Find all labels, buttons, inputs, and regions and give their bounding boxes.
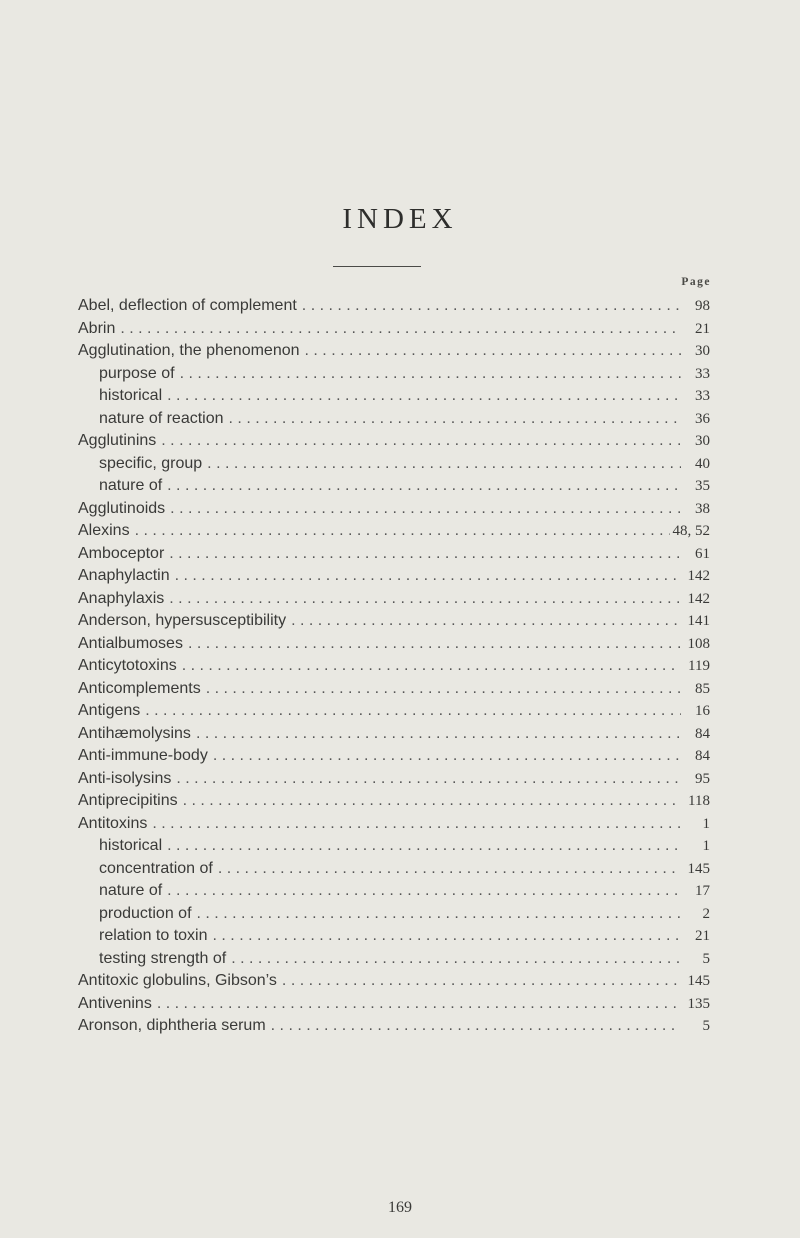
index-entry — [78, 295, 710, 318]
entry-term: Antiprecipitins — [78, 792, 178, 809]
index-entries — [78, 295, 710, 1038]
entry-term: Anticytotoxins — [78, 657, 177, 674]
dot-leader — [188, 633, 681, 656]
index-entry — [78, 588, 710, 611]
entry-term: Antivenins — [78, 994, 152, 1012]
dot-leader — [282, 970, 681, 993]
dot-leader — [170, 498, 681, 521]
dot-leader — [157, 993, 681, 1016]
dot-leader — [135, 520, 670, 543]
entry-term: nature of — [99, 477, 163, 494]
entry-term: Antialbumoses — [78, 634, 183, 652]
entry-term: Antihæmolysins — [78, 724, 191, 742]
dot-leader — [231, 948, 681, 971]
entry-page-number: 16 — [695, 703, 710, 719]
entry-term: Anti-isolysins — [78, 769, 172, 787]
dot-leader — [145, 700, 681, 723]
entry-page-number: 84 — [695, 748, 710, 764]
entry-term: Abel, deflection of complement — [78, 297, 297, 314]
index-entry — [78, 813, 710, 836]
entry-term: nature of — [99, 882, 163, 899]
entry-term: specific, group — [99, 454, 203, 472]
dot-leader — [196, 723, 681, 746]
entry-page-number: 1 — [702, 815, 710, 832]
index-entry — [78, 678, 710, 701]
entry-term: Anderson, hypersusceptibility — [78, 612, 287, 629]
dot-leader — [213, 745, 681, 768]
entry-term: Agglutinoids — [78, 499, 166, 517]
entry-page-number: 2 — [702, 905, 710, 922]
entry-page-number: 21 — [695, 320, 710, 337]
entry-term: nature of reaction — [99, 409, 224, 427]
entry-page-number: 5 — [702, 950, 710, 967]
entry-page-number: 1 — [702, 838, 710, 854]
entry-page-number: 141 — [687, 613, 710, 629]
entry-page-number: 61 — [695, 545, 710, 562]
entry-page-number: 108 — [687, 635, 710, 652]
index-entry — [78, 430, 710, 453]
entry-page-number: 98 — [695, 298, 710, 314]
index-entry — [78, 790, 710, 813]
entry-page-number: 30 — [695, 343, 710, 359]
index-entry — [78, 745, 710, 768]
dot-leader — [291, 610, 681, 633]
dot-leader — [167, 835, 681, 858]
index-entry — [78, 318, 710, 341]
entry-term: Alexins — [78, 522, 130, 539]
dot-leader — [175, 565, 681, 588]
index-entry — [78, 700, 710, 723]
index-subentry — [78, 475, 710, 498]
entry-page-number: 21 — [695, 928, 710, 944]
dot-leader — [167, 475, 681, 498]
dot-leader — [182, 655, 681, 678]
index-subentry — [78, 925, 710, 948]
index-subentry — [78, 880, 710, 903]
dot-leader — [167, 385, 681, 408]
entry-term: testing strength of — [99, 949, 227, 967]
entry-page-number: 33 — [695, 365, 710, 382]
index-entry — [78, 610, 710, 633]
dot-leader — [167, 880, 681, 903]
index-entry — [78, 970, 710, 993]
entry-term: concentration of — [99, 859, 213, 877]
entry-term: Agglutination, the phenomenon — [78, 342, 300, 359]
page-number: 169 — [388, 1199, 412, 1216]
dot-leader — [183, 790, 681, 813]
entry-page-number: 36 — [695, 410, 710, 427]
dot-leader — [152, 813, 681, 836]
dot-leader — [161, 430, 681, 453]
entry-page-number: 119 — [688, 658, 710, 674]
index-entry — [78, 993, 710, 1016]
index-subentry — [78, 948, 710, 971]
dot-leader — [169, 543, 681, 566]
index-subentry — [78, 453, 710, 476]
dot-leader — [271, 1015, 681, 1038]
dot-leader — [305, 340, 681, 363]
entry-term: Antigens — [78, 702, 141, 719]
entry-term: Anaphylaxis — [78, 589, 165, 607]
entry-term: Antitoxins — [78, 814, 148, 832]
index-entry — [78, 543, 710, 566]
dot-leader — [218, 858, 681, 881]
index-entry — [78, 340, 710, 363]
index-entry — [78, 768, 710, 791]
dot-leader — [180, 363, 681, 386]
entry-page-number: 35 — [695, 478, 710, 494]
entry-term: Agglutinins — [78, 432, 157, 449]
entry-page-number: 142 — [687, 590, 710, 607]
entry-page-number: 84 — [695, 725, 710, 742]
index-subentry — [78, 363, 710, 386]
entry-page-number: 135 — [687, 995, 710, 1012]
entry-page-number: 40 — [695, 455, 710, 472]
entry-page-number: 85 — [695, 680, 710, 697]
index-subentry — [78, 385, 710, 408]
index-entry — [78, 633, 710, 656]
dot-leader — [197, 903, 681, 926]
dot-leader — [206, 678, 681, 701]
entry-page-number: 38 — [695, 500, 710, 517]
index-entry — [78, 655, 710, 678]
entry-term: purpose of — [99, 364, 175, 382]
entry-page-number: 142 — [687, 568, 710, 584]
dot-leader — [302, 295, 681, 318]
index-subentry — [78, 858, 710, 881]
dot-leader — [213, 925, 681, 948]
entry-page-number: 17 — [695, 883, 710, 899]
entry-term: Antitoxic globulins, Gibson’s — [78, 972, 277, 989]
dot-leader — [120, 318, 681, 341]
entry-page-number: 95 — [695, 770, 710, 787]
entry-page-number: 145 — [687, 973, 710, 989]
index-entry — [78, 565, 710, 588]
entry-page-number: 48, 52 — [672, 523, 710, 539]
entry-page-number: 33 — [695, 388, 710, 404]
index-subentry — [78, 835, 710, 858]
index-entry — [78, 520, 710, 543]
index-entry — [78, 498, 710, 521]
entry-term: Anticomplements — [78, 679, 201, 697]
index-entry — [78, 1015, 710, 1038]
entry-term: relation to toxin — [99, 927, 208, 944]
dot-leader — [176, 768, 681, 791]
entry-term: historical — [99, 837, 163, 854]
page-title: INDEX — [342, 203, 458, 235]
title-rule — [333, 266, 421, 267]
index-entry — [78, 723, 710, 746]
index-subentry — [78, 408, 710, 431]
page-column-label: Page — [681, 276, 711, 288]
dot-leader — [169, 588, 681, 611]
entry-page-number: 30 — [695, 433, 710, 449]
entry-term: Abrin — [78, 319, 116, 337]
entry-term: historical — [99, 387, 163, 404]
entry-term: Amboceptor — [78, 544, 165, 562]
entry-page-number: 145 — [687, 860, 710, 877]
dot-leader — [229, 408, 681, 431]
index-subentry — [78, 903, 710, 926]
dot-leader — [207, 453, 681, 476]
entry-term: Anti-immune-body — [78, 747, 208, 764]
entry-term: Anaphylactin — [78, 567, 170, 584]
entry-page-number: 5 — [702, 1018, 710, 1034]
entry-term: production of — [99, 904, 192, 922]
entry-term: Aronson, diphtheria serum — [78, 1017, 266, 1034]
entry-page-number: 118 — [688, 793, 710, 809]
